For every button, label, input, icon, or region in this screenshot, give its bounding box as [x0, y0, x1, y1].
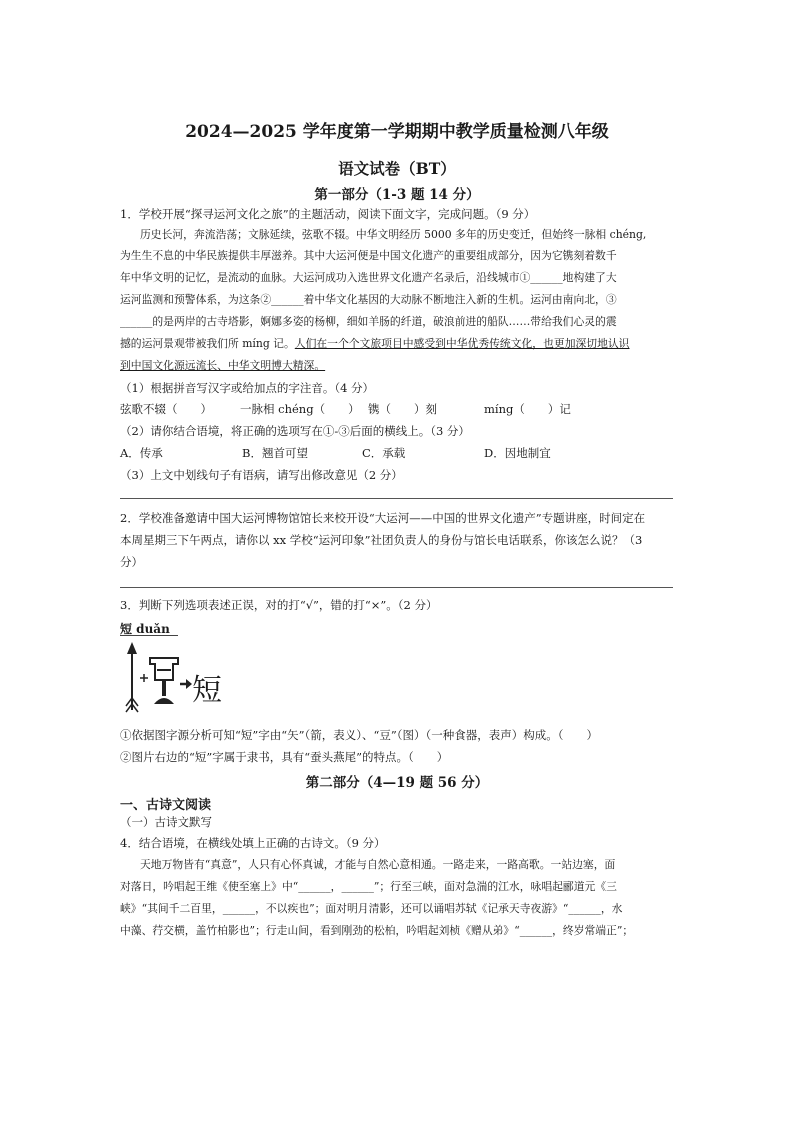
q1-stem: 1．学校开展“探寻运河文化之旅”的主题活动，阅读下面文字，完成问题。（9 分） [120, 207, 536, 221]
exam-subtitle: 语文试卷（BT） [338, 159, 456, 178]
q2-answer-line [120, 587, 673, 588]
figure-label: 短 duǎn [120, 622, 170, 636]
part-one-heading: 第一部分（1-3 题 14 分） [314, 187, 480, 203]
q2-line-2: 本周星期三下午两点，请你以 xx 学校“运河印象”社团负责人的身份与馆长电话联系，你该怎么说？（3 [120, 533, 643, 547]
q1-option-a: A．传承 [120, 446, 163, 460]
q1-sub3: （3）上文中划线句子有语病，请写出修改意见（2 分） [120, 468, 403, 482]
q1-option-d: D．因地制宜 [484, 446, 551, 460]
q1-passage-line-6 [120, 337, 629, 351]
q4-line-1: 天地万物皆有“真意”，人只有心怀真诚，才能与自然心意相通。一路走来，一路高歌。一站边塞，面 [140, 858, 616, 871]
q1-sub1: （1）根据拼音写汉字或给加点的字注音。（4 分） [120, 381, 375, 395]
q3-item-2: ②图片右边的“短”字属于隶书，具有“蚕头燕尾”的特点。（ ） [120, 750, 449, 764]
q2-line-1: 2．学校准备邀请中国大运河博物馆馆长来校开设“大运河——中国的世界文化遗产”专题讲座，时间定在 [120, 511, 646, 525]
q1-sub1-item-2: 一脉相 chéng（ ） [240, 402, 360, 416]
section-heading: 一、古诗文阅读 [120, 798, 212, 813]
part-two-heading: 第二部分（4—19 题 56 分） [305, 775, 489, 791]
q1-passage-line-1: 历史长河，奔流浩荡；文脉延续，弦歌不辍。中华文明经历 5000 多年的历史变迁，但始终一脉相 chéng, [140, 228, 647, 241]
subsection-heading: （一）古诗文默写 [120, 815, 212, 829]
q3-stem: 3．判断下列选项表述正误，对的打“√”，错的打“×”。（2 分） [120, 598, 438, 612]
figure-label-rule [120, 635, 178, 636]
q4-line-3: 峡》“其间千二百里，______，不以疾也”；面对明月清影，还可以诵唱苏轼《记承天寺夜游》“______，水 [120, 902, 623, 915]
q1-option-b: B．翘首可望 [242, 446, 308, 460]
q4-line-4: 中藻、荇交横，盖竹柏影也”；行走山间，看到刚劲的松柏，吟唱起刘桢《赠从弟》“______，终岁常端正”； [120, 924, 634, 937]
q1-underlined-sentence-b: 到中国文化源远流长、中华文明博大精深。 [120, 359, 326, 372]
modern-duan-character: 短 [192, 673, 222, 708]
q1-passage-line-4: 运河监测和预警体系，为这条②______着中华文化基因的大动脉不断地注入新的生机。运河由南向北，③ [120, 293, 617, 306]
q1-passage-line-3: 年中华文明的记忆，是流动的血脉。大运河成功入选世界文化遗产名录后，沿线城市①______地构建了大 [120, 271, 617, 284]
q4-stem: 4．结合语境，在横线处填上正确的古诗文。（9 分） [120, 836, 386, 850]
q1-sub1-item-4: míng（ ）记 [484, 402, 571, 416]
q1-passage-line-6-text: 撼的运河景观带被我们所 míng 记。 [120, 337, 295, 350]
q4-line-2: 对落日，吟唱起王维《使至塞上》中“______，______”；行至三峡，面对急湍的江水，咏唱起郦道元《三 [120, 880, 617, 893]
q1-sub1-item-3: 镌（ ）刻 [368, 402, 437, 416]
q1-option-c: C．承载 [362, 446, 406, 460]
q3-item-1: ①依据图字源分析可知“短”字由“矢”（箭，表义）、“豆”（图）（一种食器，表声）构成。（ ） [120, 728, 599, 742]
duan-character-origin-figure [120, 618, 228, 716]
q2-line-3: 分） [120, 555, 143, 569]
exam-title: 2024—2025 学年度第一学期期中教学质量检测八年级 [185, 122, 609, 142]
q1-answer-line [120, 498, 673, 499]
q1-sub2: （2）请你结合语境，将正确的选项写在①-③后面的横线上。（3 分） [120, 424, 470, 438]
q1-sub1-item-1: 弦歌不辍（ ） [120, 402, 212, 416]
q1-underlined-sentence-a: 人们在一个个文旅项目中感受到中华优秀传统文化，也更加深切地认识 [294, 337, 630, 350]
q1-passage-line-5: ______的是两岸的古寺塔影，婀娜多姿的杨柳，细如羊肠的纤道，破浪前进的船队……带给我们心灵的震 [120, 315, 617, 328]
q1-passage-line-2: 为生生不息的中华民族提供丰厚滋养。其中大运河便是中国文化遗产的重要组成部分，因为它镌刻着数千 [120, 249, 617, 262]
